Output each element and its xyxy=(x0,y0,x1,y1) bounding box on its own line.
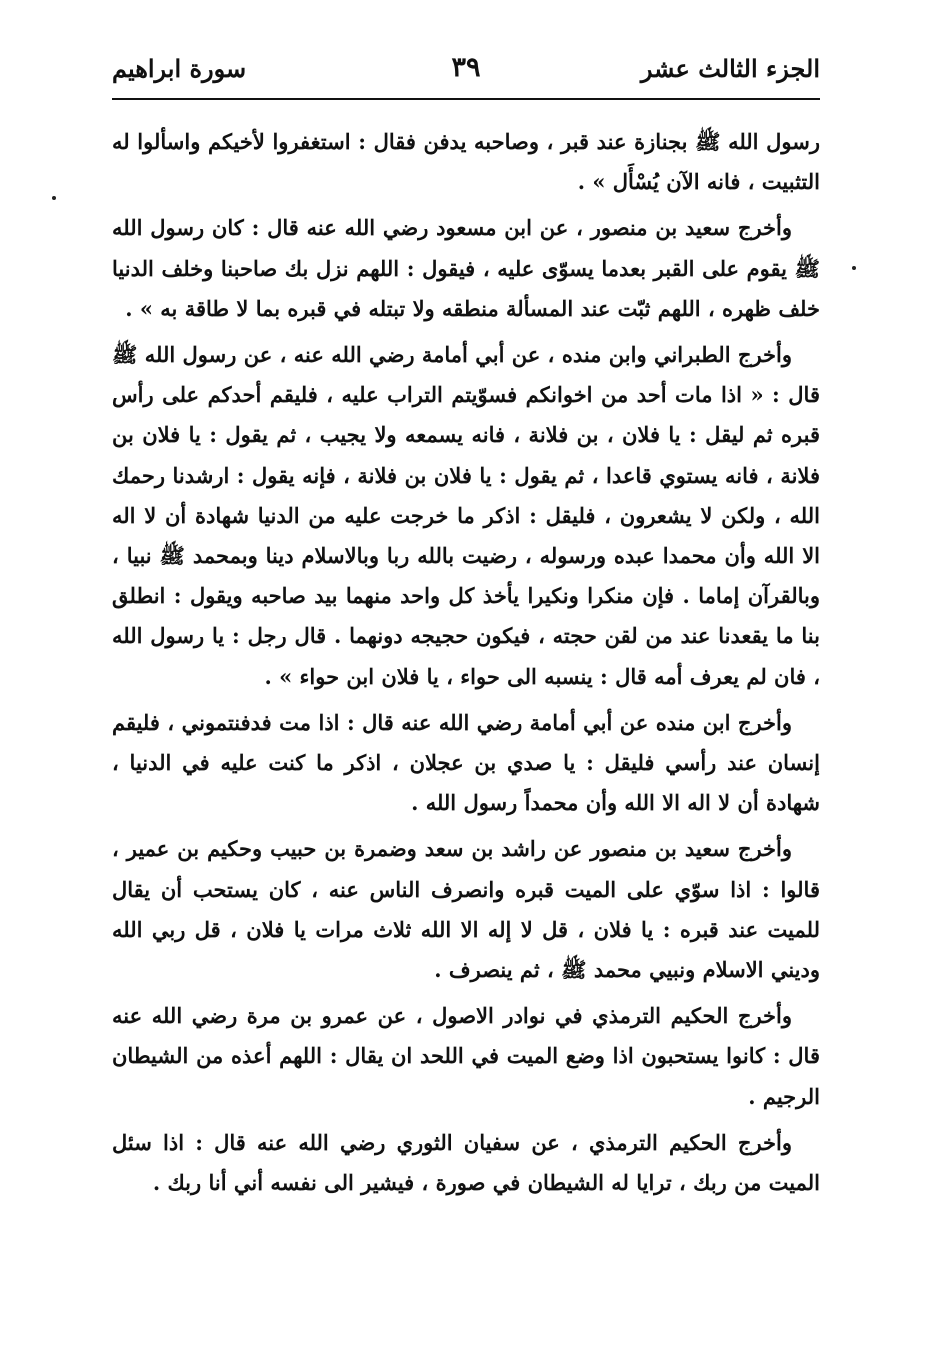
paragraph: وأخرج الحكيم الترمذي ، عن سفيان الثوري رضي الله عنه قال : اذا سئل الميت من ربك ، ترايا له الشيطان في صورة ، فيشير الى نفسه أني أنا ربك . xyxy=(112,1129,820,1196)
scan-speck xyxy=(852,266,856,270)
paragraph: وأخرج ابن منده عن أبي أمامة رضي الله عنه قال : اذا مت فدفنتموني ، فليقم إنسان عند رأسي فليقل : يا صدي بن عجلان ، اذكر ما كنت عليه في الدنيا ، شهادة أن لا اله الا الله وأن محمداً رسول الله . xyxy=(112,709,820,816)
paragraph: وأخرج الحكيم الترمذي في نوادر الاصول ، عن عمرو بن مرة رضي الله عنه قال : كانوا يستحبون اذا وضع الميت في اللحد ان يقال : اللهم أعذه من الشيطان الرجيم . xyxy=(112,1003,820,1109)
page-number: ٣٩ xyxy=(451,52,481,83)
scan-speck xyxy=(52,196,56,200)
part-title: الجزء الثالث عشر xyxy=(640,54,820,83)
paragraph: وأخرج الطبراني وابن منده ، عن أبي أمامة رضي الله عنه ، عن رسول الله ﷺ قال : « اذا مات أحد من اخوانكم فسوّيتم التراب عليه ، فليقم أحدكم على رأس قبره ثم ليقل : يا فلان ، بن فلانة ، فانه يسمعه ولا يجيب ، ثم يقول : يا فلان بن فلانة ، فانه يستوي قاعدا ، ثم يقول : يا فلان بن فلانة ، فإنه يقول : ارشدنا رحمك الله ، ولكن لا يشعرون ، فليقل : اذكر ما خرجت عليه من الدنيا شهادة أن لا اله الا الله وأن محمدا عبده ورسوله ، رضيت بالله ربا وبالاسلام دينا وبمحمد ﷺ نبيا ، وبالقرآن إماما . فإن منكرا ونكيرا يأخذ كل واحد منهما بيد صاحبه ويقول : انطلق بنا ما يقعدنا عند من لقن حجته ، فيكون حجيجه دونهما . قال رجل : يا رسول الله ، فان لم يعرف أمه قال : ينسبه الى حواء ، يا فلان ابن حواء » . xyxy=(112,342,820,689)
paragraph: وأخرج سعيد بن منصور ، عن ابن مسعود رضي الله عنه قال : كان رسول الله ﷺ يقوم على القبر بعدما يسوّى عليه ، فيقول : اللهم نزل بك صاحبنا وخلف الدنيا خلف ظهره ، اللهم ثبّت عند المسألة منطقه ولا تبتله في قبره بما لا طاقة به » . xyxy=(112,215,820,321)
paragraph: رسول الله ﷺ بجنازة عند قبر ، وصاحبه يدفن فقال : استغفروا لأخيكم واسألوا له التثبيت ، فانه الآن يُسْأَل » . xyxy=(112,129,820,195)
header-rule xyxy=(112,98,820,100)
page-header xyxy=(112,50,820,96)
page-body xyxy=(112,122,820,1209)
paragraph: وأخرج سعيد بن منصور عن راشد بن سعد وضمرة بن حبيب وحكيم بن عمير ، قالوا : اذا سوّي على الميت قبره وانصرف الناس عنه ، كان يستحب أن يقال للميت عند قبره : يا فلان ، قل لا إله الا الله ثلاث مرات يا فلان ، قل ربي الله وديني الاسلام ونبيي محمد ﷺ ، ثم ينصرف . xyxy=(112,836,820,983)
surah-title: سورة ابراهيم xyxy=(112,54,247,83)
